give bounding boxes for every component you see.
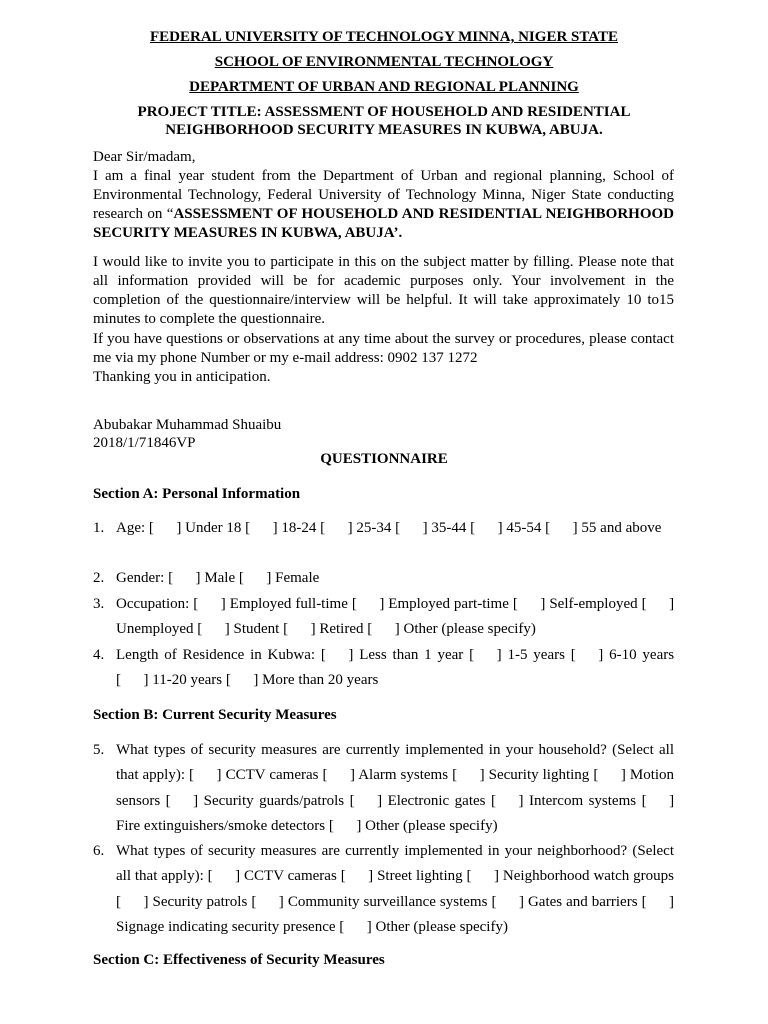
- option-label: Security patrols: [152, 893, 248, 910]
- q3-label: Occupation:: [116, 596, 190, 612]
- checkbox[interactable]: [ ]: [207, 868, 241, 885]
- option-label: 1-5 years: [507, 647, 565, 663]
- contact-paragraph: If you have questions or observations at any time about the survey or procedures, please contact me via my phone Number or my e-mail address: 0902 137 1272: [93, 331, 674, 366]
- checkbox[interactable]: [ ]: [641, 596, 675, 612]
- questionnaire-title: QUESTIONNAIRE: [320, 451, 448, 467]
- option-label: Under 18: [185, 520, 242, 536]
- thanks-line: Thanking you in anticipation.: [93, 369, 271, 385]
- checkbox[interactable]: [ ]: [367, 621, 400, 638]
- option-label: Male: [204, 570, 236, 586]
- school-heading: SCHOOL OF ENVIRONMENTAL TECHNOLOGY: [214, 54, 554, 70]
- invite-paragraph: I would like to invite you to participate in this on the subject matter by filling. Please note that all information provided will be for academic purposes only. Your involvement in the completion of the questionnaire/interview will be helpful. It will take approximately 10 to15 minutes to complete the questionnaire.: [93, 254, 674, 327]
- option-label: Other (please specify): [375, 918, 508, 935]
- checkbox[interactable]: [ ]: [225, 672, 259, 689]
- checkbox[interactable]: [ ]: [395, 520, 428, 536]
- option-label: Signage indicating security presence: [116, 918, 336, 935]
- section-b-title: Section B: Current Security Measures: [93, 707, 337, 723]
- section-a-title: Section A: Personal Information: [93, 486, 301, 502]
- option-label: Employed part-time: [388, 596, 509, 612]
- checkbox[interactable]: [ ]: [351, 596, 385, 612]
- checkbox[interactable]: [ ]: [545, 520, 578, 536]
- q1-age: [116, 516, 674, 541]
- option-label: 45-54: [506, 520, 542, 536]
- checkbox[interactable]: [ ]: [320, 520, 353, 536]
- q5-number: 5.: [93, 742, 105, 758]
- checkbox[interactable]: [ ]: [189, 767, 222, 784]
- option-label: Alarm systems: [358, 767, 449, 784]
- intro-paragraph: [93, 167, 674, 243]
- option-label: Retired: [319, 621, 364, 638]
- checkbox[interactable]: [ ]: [466, 868, 500, 885]
- option-label: Fire extinguishers/smoke detectors: [116, 817, 326, 834]
- checkbox[interactable]: [ ]: [165, 792, 199, 809]
- option-label: Self-employed: [549, 596, 638, 612]
- q5-label: What types of security measures are currently implemented in your household? (Select all that apply):: [116, 742, 674, 784]
- option-label: 6-10 years: [609, 647, 675, 663]
- university-heading: FEDERAL UNIVERSITY OF TECHNOLOGY MINNA, NIGER STATE: [150, 29, 618, 45]
- q1-number: 1.: [93, 520, 105, 536]
- checkbox[interactable]: [ ]: [322, 767, 355, 784]
- checkbox[interactable]: [ ]: [339, 918, 372, 935]
- checkbox[interactable]: [ ]: [320, 647, 354, 663]
- option-label: Neighborhood watch groups: [502, 868, 674, 885]
- checkbox[interactable]: [ ]: [197, 621, 230, 638]
- option-label: CCTV cameras: [244, 868, 337, 885]
- option-label: Electronic gates: [387, 792, 486, 809]
- option-label: Gates and barriers: [527, 893, 638, 910]
- option-label: Unemployed: [116, 621, 194, 638]
- option-label: 18-24: [281, 520, 317, 536]
- option-label: 25-34: [356, 520, 392, 536]
- option-label: Other (please specify): [365, 817, 498, 834]
- q3-number: 3.: [93, 596, 105, 612]
- q4-number: 4.: [93, 647, 105, 663]
- section-c-title: Section C: Effectiveness of Security Measures: [93, 952, 385, 968]
- checkbox[interactable]: [ ]: [490, 792, 524, 809]
- checkbox[interactable]: [ ]: [193, 596, 226, 612]
- q3-occupation: [116, 592, 674, 643]
- checkbox[interactable]: [ ]: [641, 792, 675, 809]
- checkbox[interactable]: [ ]: [148, 520, 182, 536]
- checkbox[interactable]: [ ]: [469, 647, 502, 663]
- checkbox[interactable]: [ ]: [349, 792, 383, 809]
- department-heading: DEPARTMENT OF URBAN AND REGIONAL PLANNING: [189, 79, 579, 95]
- salutation: Dear Sir/madam,: [93, 149, 196, 165]
- checkbox[interactable]: [ ]: [328, 817, 362, 834]
- project-title: PROJECT TITLE: ASSESSMENT OF HOUSEHOLD AND RESIDENTIAL NEIGHBORHOOD SECURITY MEASURES IN KUBWA, ABUJA.: [137, 104, 631, 138]
- checkbox[interactable]: [ ]: [491, 893, 524, 910]
- q5-household-measures: [116, 738, 674, 839]
- checkbox[interactable]: [ ]: [512, 596, 546, 612]
- checkbox[interactable]: [ ]: [593, 767, 626, 784]
- checkbox[interactable]: [ ]: [641, 893, 675, 910]
- checkbox[interactable]: [ ]: [168, 570, 201, 586]
- q1-label: Age:: [116, 520, 146, 536]
- option-label: 35-44: [431, 520, 467, 536]
- option-label: Other (please specify): [403, 621, 536, 638]
- q4-label: Length of Residence in Kubwa:: [116, 647, 316, 663]
- option-label: More than 20 years: [262, 672, 379, 689]
- option-label: 55 and above: [581, 520, 662, 536]
- checkbox[interactable]: [ ]: [570, 647, 604, 663]
- research-title: ASSESSMENT OF HOUSEHOLD AND RESIDENTIAL NEIGHBORHOOD SECURITY MEASURES IN KUBWA, ABUJA’.: [93, 206, 674, 241]
- q6-neighborhood-measures: [116, 839, 674, 940]
- author-id: 2018/1/71846VP: [93, 435, 196, 451]
- option-label: Intercom systems: [528, 792, 637, 809]
- option-label: Employed full-time: [229, 596, 348, 612]
- q6-label: What types of security measures are currently implemented in your neighborhood? (Select all that apply):: [116, 843, 674, 885]
- option-label: Less than 1 year: [359, 647, 464, 663]
- option-label: CCTV cameras: [225, 767, 319, 784]
- intro-text: I am a final year student from the Department of Urban and regional planning, School of Environmental Technology, Federal University of Technology Minna, Niger State conducting research on “: [93, 168, 674, 222]
- option-label: Street lighting: [377, 868, 463, 885]
- checkbox[interactable]: [ ]: [245, 520, 278, 536]
- q2-label: Gender:: [116, 570, 165, 586]
- q4-residence: [116, 643, 674, 694]
- checkbox[interactable]: [ ]: [470, 520, 503, 536]
- checkbox[interactable]: [ ]: [251, 893, 284, 910]
- q2-number: 2.: [93, 570, 105, 586]
- option-label: Motion sensors: [116, 767, 675, 809]
- author-name: Abubakar Muhammad Shuaibu: [93, 417, 282, 433]
- checkbox[interactable]: [ ]: [283, 621, 316, 638]
- q2-gender: [116, 566, 674, 591]
- option-label: Student: [233, 621, 280, 638]
- checkbox[interactable]: [ ]: [116, 893, 149, 910]
- option-label: Security guards/patrols: [203, 792, 345, 809]
- option-label: Security lighting: [488, 767, 590, 784]
- option-label: 11-20 years: [152, 672, 223, 689]
- q6-number: 6.: [93, 843, 105, 859]
- option-label: Community surveillance systems: [287, 893, 488, 910]
- option-label: Female: [275, 570, 320, 586]
- checkbox[interactable]: [ ]: [116, 672, 149, 689]
- checkbox[interactable]: [ ]: [340, 868, 374, 885]
- checkbox[interactable]: [ ]: [452, 767, 485, 784]
- checkbox[interactable]: [ ]: [238, 570, 272, 586]
